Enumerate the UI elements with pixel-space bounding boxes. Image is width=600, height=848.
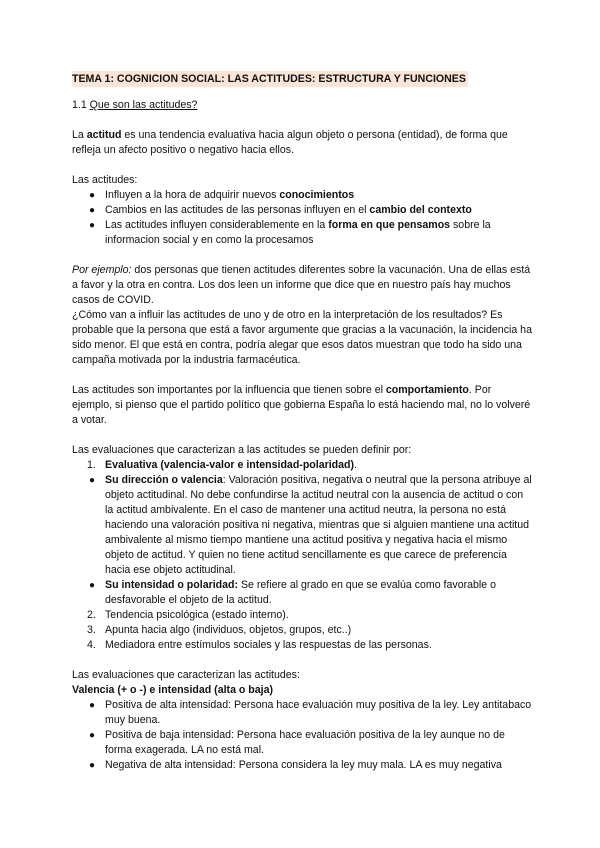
section-link[interactable]: Que son las actitudes?: [89, 99, 198, 111]
list-item: ● Negativa de alta intensidad: Persona considera la ley muy mala. LA es muy negativa: [89, 759, 502, 771]
intro-paragraph: La actitud es una tendencia evaluativa hacia algun objeto o persona (entidad), de forma que refleja un afecto positivo o negativo hacia ellos.: [72, 129, 508, 156]
bullet-icon: ●: [89, 730, 96, 741]
bullet-icon: ●: [89, 205, 96, 216]
bullet-icon: ●: [89, 475, 96, 486]
section-heading: 1.1 Que son las actitudes?: [72, 99, 198, 111]
list-item: ● Su intensidad o polaridad: Se refiere al grado en que se evalúa como favorable o desfavorable el objeto de la actitud.: [89, 579, 496, 606]
list-item: 3. Apunta hacia algo (individuos, objetos, grupos, etc..): [87, 624, 352, 636]
list-item: ● Positiva de baja intensidad: Persona hace evaluación positiva de la ley aunque no de forma exagerada. LA no está mal.: [89, 729, 505, 756]
list-item: ● Influyen a la hora de adquirir nuevos conocimientos: [89, 189, 355, 201]
valencia-heading: Valencia (+ o -) e intensidad (alta o baja): [72, 684, 274, 696]
bullet-icon: ●: [89, 190, 96, 201]
valencia-list: [72, 698, 534, 773]
page-title: [72, 71, 534, 87]
evaluaciones-label: Las evaluaciones que caracterizan a las actitudes se pueden definir por:: [72, 444, 412, 456]
actitudes-label: Las actitudes:: [72, 174, 138, 186]
example-question: ¿Cómo van a influir las actitudes de uno y de otro en la interpretación de los resultados? Es probable que la persona que está a favor argumente que gracias a la vacunación, la incidencia ha sido menor. El que está en contra, podría alegar que esos datos muestran que todo ha sido una campaña motivada por la industria farmacéutica.: [72, 309, 532, 366]
list-item: ● Su dirección o valencia: Valoración positiva, negativa o neutral que la persona atribuye al objeto actitudinal. No debe confundirse la actitud neutral con la ausencia de actitud o con la actitud ambivalente. En el caso de mantener una actitud neutra, la persona no está haciendo una valoración positiva ni negativa, mientras que si alguien mantiene una actitud ambivalente al mismo tiempo mantiene una actitud positiva y negativa hacia el mismo objeto de actitud. Y quien no tiene actitud sencillamente es que carece de preferencia hacia ese objeto actitudinal.: [89, 474, 532, 576]
bullet-icon: ●: [89, 700, 96, 711]
title-text: TEMA 1: COGNICION SOCIAL: LAS ACTITUDES: ESTRUCTURA Y FUNCIONES: [72, 73, 466, 85]
bullet-icon: ●: [89, 760, 96, 771]
example-paragraph: Por ejemplo: dos personas que tienen actitudes diferentes sobre la vacunación. Una de ellas está a favor y la otra en contra. Los dos leen un informe que dice que en nuestro país hay muchos casos de COVID.: [72, 264, 531, 306]
bullet-icon: ●: [89, 580, 96, 591]
comportamiento-paragraph: Las actitudes son importantes por la influencia que tienen sobre el comportamiento. Por ejemplo, si pienso que el partido político que gobierna España lo está haciendo mal, no lo volveré a votar.: [72, 384, 531, 426]
list-item: ● Positiva de alta intensidad: Persona hace evaluación muy positiva de la ley. Ley antitabaco muy buena.: [89, 699, 532, 726]
list-item: 1. Evaluativa (valencia-valor e intensidad-polaridad).: [87, 459, 357, 471]
list-item: 4. Mediadora entre estímulos sociales y las respuestas de las personas.: [87, 639, 432, 651]
list-item: 2. Tendencia psicológica (estado interno).: [87, 609, 289, 621]
list-item: ● Cambios en las actitudes de las personas influyen en el cambio del contexto: [89, 204, 472, 216]
actitudes-list: [72, 188, 534, 248]
document-content: [72, 71, 534, 773]
bullet-icon: ●: [89, 220, 96, 231]
evaluaciones-list: [72, 458, 534, 653]
evaluaciones2-label: Las evaluaciones que caracterizan las actitudes:: [72, 669, 300, 681]
list-item: ● Las actitudes influyen considerablemente en la forma en que pensamos sobre la informacion social y en como la procesamos: [89, 219, 491, 246]
